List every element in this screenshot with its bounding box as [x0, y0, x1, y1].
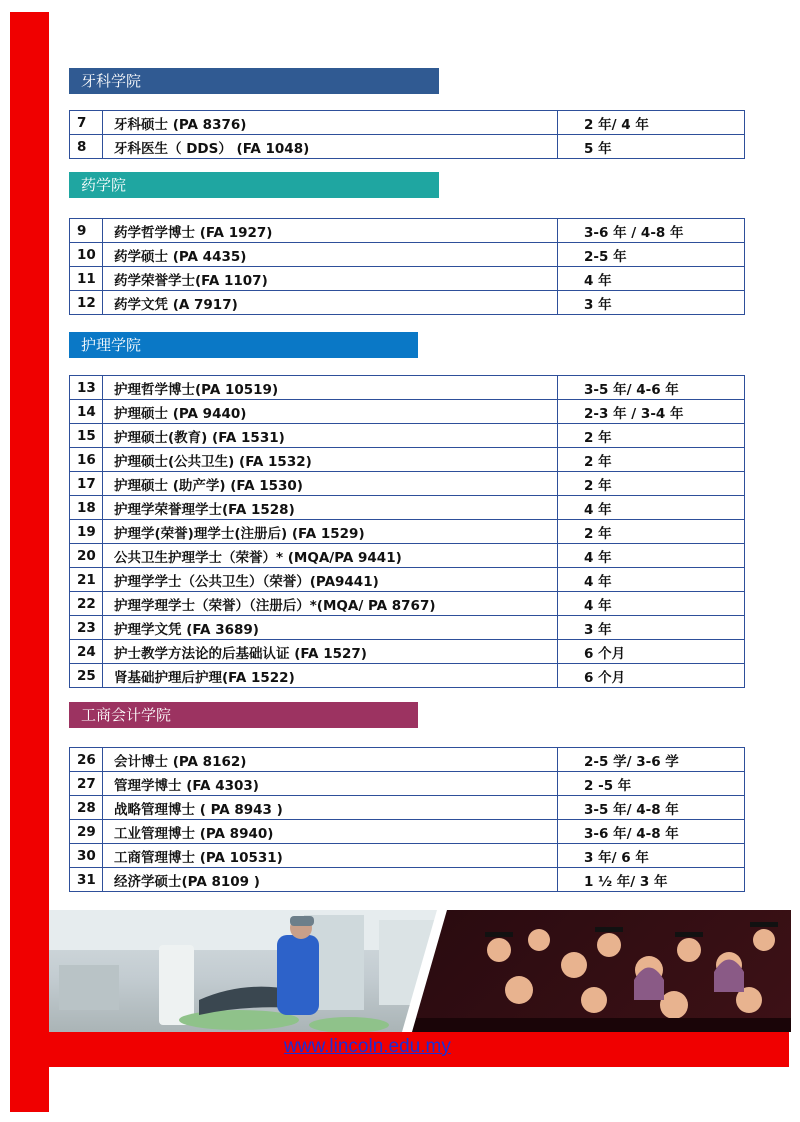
program-name: 护理硕士(公共卫生) (FA 1532)	[103, 448, 558, 472]
program-duration: 2-5 年	[558, 243, 745, 267]
program-duration: 3-6 年 / 4-8 年	[558, 219, 745, 243]
program-number: 7	[70, 111, 103, 135]
program-name: 战略管理博士 ( PA 8943 )	[103, 796, 558, 820]
program-duration: 2 年/ 4 年	[558, 111, 745, 135]
program-duration: 3-5 年/ 4-8 年	[558, 796, 745, 820]
program-number: 8	[70, 135, 103, 159]
program-name: 经济学硕士(PA 8109 )	[103, 868, 558, 892]
program-name: 护理硕士 (PA 9440)	[103, 400, 558, 424]
program-table-business	[69, 747, 745, 892]
program-number: 12	[70, 291, 103, 315]
program-duration: 4 年	[558, 592, 745, 616]
left-red-bar	[10, 12, 49, 1112]
program-name: 护理学学士（公共卫生）（荣誉）(PA9441)	[103, 568, 558, 592]
program-name: 药学文凭 (A 7917)	[103, 291, 558, 315]
table-row	[70, 616, 745, 640]
table-row	[70, 568, 745, 592]
program-number: 21	[70, 568, 103, 592]
section-header-business	[69, 702, 418, 728]
program-name: 护理学荣誉理学士(FA 1528)	[103, 496, 558, 520]
table-row	[70, 496, 745, 520]
table-row	[70, 135, 745, 159]
program-duration: 3-5 年/ 4-6 年	[558, 376, 745, 400]
section-header-pharmacy	[69, 172, 439, 198]
program-name: 工商管理博士 (PA 10531)	[103, 844, 558, 868]
program-number: 25	[70, 664, 103, 688]
program-number: 16	[70, 448, 103, 472]
table-row	[70, 544, 745, 568]
program-number: 29	[70, 820, 103, 844]
program-name: 护理学(荣誉)理学士(注册后) (FA 1529)	[103, 520, 558, 544]
program-duration: 2 年	[558, 448, 745, 472]
program-number: 24	[70, 640, 103, 664]
program-duration: 4 年	[558, 496, 745, 520]
program-duration: 3 年	[558, 291, 745, 315]
program-number: 11	[70, 267, 103, 291]
program-name: 护士教学方法论的后基础认证 (FA 1527)	[103, 640, 558, 664]
program-table-dental	[69, 110, 745, 159]
table-row	[70, 267, 745, 291]
program-name: 护理哲学博士(PA 10519)	[103, 376, 558, 400]
table-row	[70, 664, 745, 688]
program-number: 22	[70, 592, 103, 616]
section-title: 牙科学院	[81, 72, 142, 90]
program-name: 护理学文凭 (FA 3689)	[103, 616, 558, 640]
program-duration: 3 年/ 6 年	[558, 844, 745, 868]
program-duration: 2 年	[558, 520, 745, 544]
program-name: 公共卫生护理学士（荣誉）* (MQA/PA 9441)	[103, 544, 558, 568]
program-duration: 2 年	[558, 472, 745, 496]
program-name: 工业管理博士 (PA 8940)	[103, 820, 558, 844]
program-table-pharmacy	[69, 218, 745, 315]
program-duration: 4 年	[558, 544, 745, 568]
program-name: 药学荣誉学士(FA 1107)	[103, 267, 558, 291]
program-name: 会计博士 (PA 8162)	[103, 748, 558, 772]
program-name: 牙科医生（ DDS） (FA 1048)	[103, 135, 558, 159]
program-number: 17	[70, 472, 103, 496]
section-title: 药学院	[81, 176, 127, 194]
table-row	[70, 772, 745, 796]
table-row	[70, 796, 745, 820]
table-row	[70, 592, 745, 616]
section-header-nursing	[69, 332, 418, 358]
program-name: 药学哲学博士 (FA 1927)	[103, 219, 558, 243]
table-row	[70, 400, 745, 424]
program-duration: 4 年	[558, 267, 745, 291]
table-row	[70, 448, 745, 472]
section-header-dental	[69, 68, 439, 94]
program-duration: 3 年	[558, 616, 745, 640]
program-duration: 4 年	[558, 568, 745, 592]
program-duration: 6 个月	[558, 640, 745, 664]
table-row	[70, 520, 745, 544]
program-number: 31	[70, 868, 103, 892]
program-number: 15	[70, 424, 103, 448]
program-number: 27	[70, 772, 103, 796]
section-title: 工商会计学院	[81, 706, 172, 724]
table-row	[70, 748, 745, 772]
program-name: 管理学博士 (FA 4303)	[103, 772, 558, 796]
website-link[interactable]: www.lincoln.edu.my	[284, 1036, 451, 1057]
table-row	[70, 111, 745, 135]
program-duration: 1 ½ 年/ 3 年	[558, 868, 745, 892]
table-row	[70, 640, 745, 664]
table-row	[70, 219, 745, 243]
program-number: 26	[70, 748, 103, 772]
program-duration: 2-3 年 / 3-4 年	[558, 400, 745, 424]
program-table-nursing	[69, 375, 745, 688]
table-row	[70, 868, 745, 892]
table-row	[70, 376, 745, 400]
program-number: 30	[70, 844, 103, 868]
program-duration: 3-6 年/ 4-8 年	[558, 820, 745, 844]
program-name: 牙科硕士 (PA 8376)	[103, 111, 558, 135]
program-name: 护理硕士 (助产学) (FA 1530)	[103, 472, 558, 496]
dental-clinic-photo	[49, 910, 449, 1032]
program-duration: 2 年	[558, 424, 745, 448]
photo-banner	[49, 910, 791, 1032]
program-number: 19	[70, 520, 103, 544]
program-number: 13	[70, 376, 103, 400]
table-row	[70, 844, 745, 868]
section-title: 护理学院	[81, 336, 142, 354]
program-number: 28	[70, 796, 103, 820]
program-duration: 6 个月	[558, 664, 745, 688]
program-duration: 2 -5 年	[558, 772, 745, 796]
program-number: 9	[70, 219, 103, 243]
table-row	[70, 243, 745, 267]
program-number: 10	[70, 243, 103, 267]
program-duration: 2-5 学/ 3-6 学	[558, 748, 745, 772]
program-number: 18	[70, 496, 103, 520]
program-name: 药学硕士 (PA 4435)	[103, 243, 558, 267]
table-row	[70, 820, 745, 844]
program-name: 护理学理学士（荣誉）（注册后）*(MQA/ PA 8767)	[103, 592, 558, 616]
program-name: 肾基础护理后护理(FA 1522)	[103, 664, 558, 688]
program-duration: 5 年	[558, 135, 745, 159]
program-number: 14	[70, 400, 103, 424]
program-number: 20	[70, 544, 103, 568]
program-name: 护理硕士(教育) (FA 1531)	[103, 424, 558, 448]
program-number: 23	[70, 616, 103, 640]
dental-scene-illustration	[49, 910, 449, 1032]
table-row	[70, 291, 745, 315]
table-row	[70, 472, 745, 496]
table-row	[70, 424, 745, 448]
